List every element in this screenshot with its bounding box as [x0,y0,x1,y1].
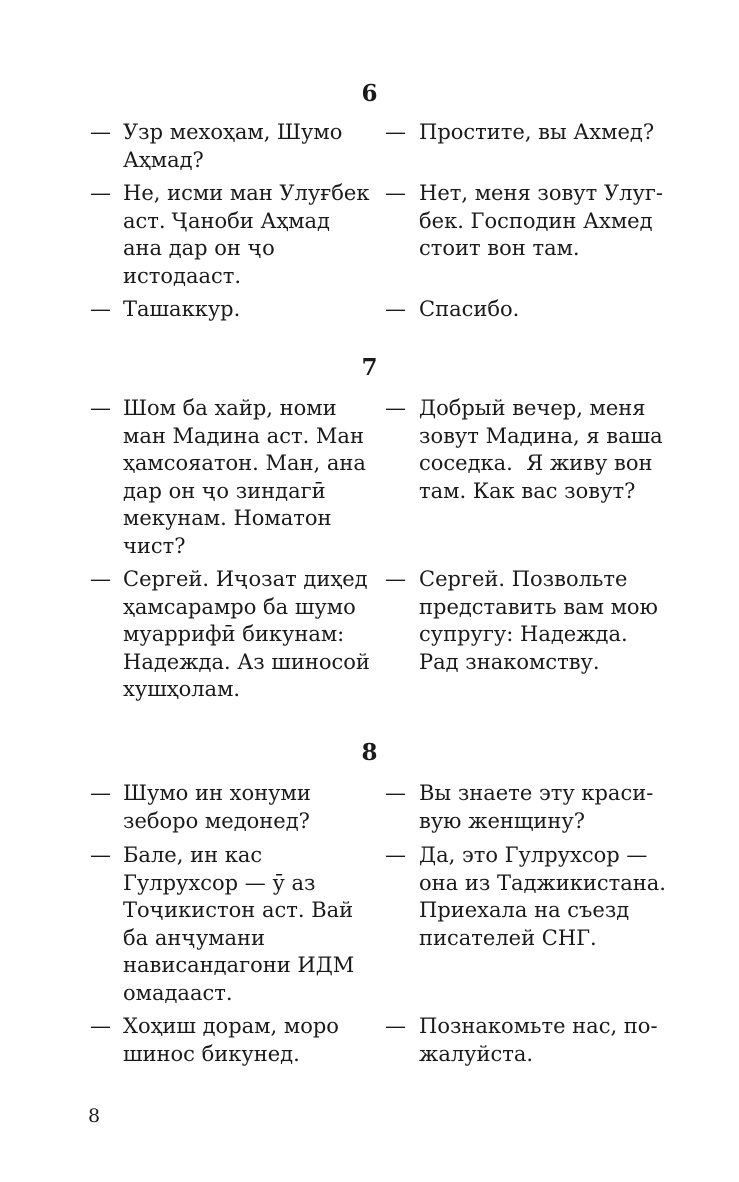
russian-line: Познакомьте нас, по- [419,1014,658,1038]
tajik-line: Гулрухсор — ӯ аз [123,870,316,895]
dialogue-dash: — [90,781,111,805]
russian-line: там. Как вас зовут? [419,478,636,503]
tajik-line: зеборо медонед? [123,808,310,833]
russian-line: Спасибо. [419,297,520,321]
tajik-line: Надежда. Аз шиносой [123,649,370,674]
tajik-line: мекунам. Номатон [123,506,332,531]
russian-line: Простите, вы Ахмед? [419,120,655,144]
russian-line: Приехала на съезд [419,898,630,923]
russian-line: она из Таджикистана. [419,870,666,895]
russian-line: бек. Господин Ахмед [419,208,653,233]
russian-line: Нет, меня зовут Улуг- [419,181,663,205]
tajik-line: Бале, ин кас [123,843,263,867]
section-8-heading: 8 [361,739,378,766]
russian-line: вую женщину? [419,808,586,833]
tajik-line: дар он ҷо зиндагӣ [123,478,326,503]
tajik-line: нависандагони ИДМ [123,953,355,978]
tajik-line: Ташаккур. [123,297,241,321]
dialogue-dash: — [385,396,406,420]
tajik-line: ман Мадина аст. Ман [123,423,364,448]
tajik-line: чист? [123,534,186,558]
tajik-line: Шумо ин хонуми [123,781,311,805]
tajik-line: Аҳмад? [123,147,204,172]
russian-line: супругу: Надежда. [419,622,628,647]
page-number: 8 [88,1105,101,1127]
russian-line: Вы знаете эту краси- [419,781,654,805]
dialogue-dash: — [385,297,406,321]
russian-line: стоит вон там. [419,236,580,261]
section-6-heading: 6 [361,80,378,107]
section-7-heading: 7 [361,354,378,381]
tajik-line: Хоҳиш дорам, моро [123,1014,339,1038]
dialogue-dash: — [90,120,111,144]
tajik-line: шинос бикунед. [123,1041,300,1066]
tajik-line: ҳамсарамро ба шумо [123,594,356,619]
dialogue-dash: — [385,843,406,867]
tajik-line: Узр мехоҳам, Шумо [123,120,343,144]
russian-line: Сергей. Позвольте [419,567,628,591]
russian-line: представить вам мою [419,594,658,619]
russian-line: Да, это Гулрухсор — [419,843,648,867]
dialogue-dash: — [385,567,406,591]
russian-line: соседка. Я живу вон [419,451,653,476]
tajik-line: Сергей. Иҷозат диҳед [123,567,368,591]
russian-line: Добрый вечер, меня [419,396,646,420]
dialogue-dash: — [385,120,406,144]
tajik-line: истодааст. [123,263,242,288]
tajik-line: ана дар он ҷо [123,236,275,261]
tajik-line: омадааст. [123,981,233,1005]
dialogue-dash: — [90,1014,111,1038]
tajik-line: ҳамсояатон. Ман, ана [123,451,366,476]
tajik-line: Не, исми ман Улуғбек [123,181,370,205]
dialogue-dash: — [90,567,111,591]
russian-line: зовут Мадина, я ваша [419,423,663,448]
russian-line: Рад знакомству. [419,649,600,674]
russian-line: писателей СНГ. [419,925,597,950]
dialogue-dash: — [385,1014,406,1038]
dialogue-dash: — [90,297,111,321]
dialogue-dash: — [385,781,406,805]
tajik-line: хушҳолам. [123,677,241,702]
dialogue-dash: — [90,843,111,867]
tajik-line: Шом ба хайр, номи [123,396,337,420]
tajik-line: Тоҷикистон аст. Вай [123,898,354,923]
dialogue-dash: — [90,181,111,205]
tajik-line: ба анҷумани [123,925,266,950]
tajik-line: муаррифӣ бикунам: [123,622,345,647]
tajik-line: аст. Ҷаноби Аҳмад [123,208,330,233]
russian-line: жалуйста. [419,1041,534,1066]
dialogue-dash: — [385,181,406,205]
dialogue-dash: — [90,396,111,420]
